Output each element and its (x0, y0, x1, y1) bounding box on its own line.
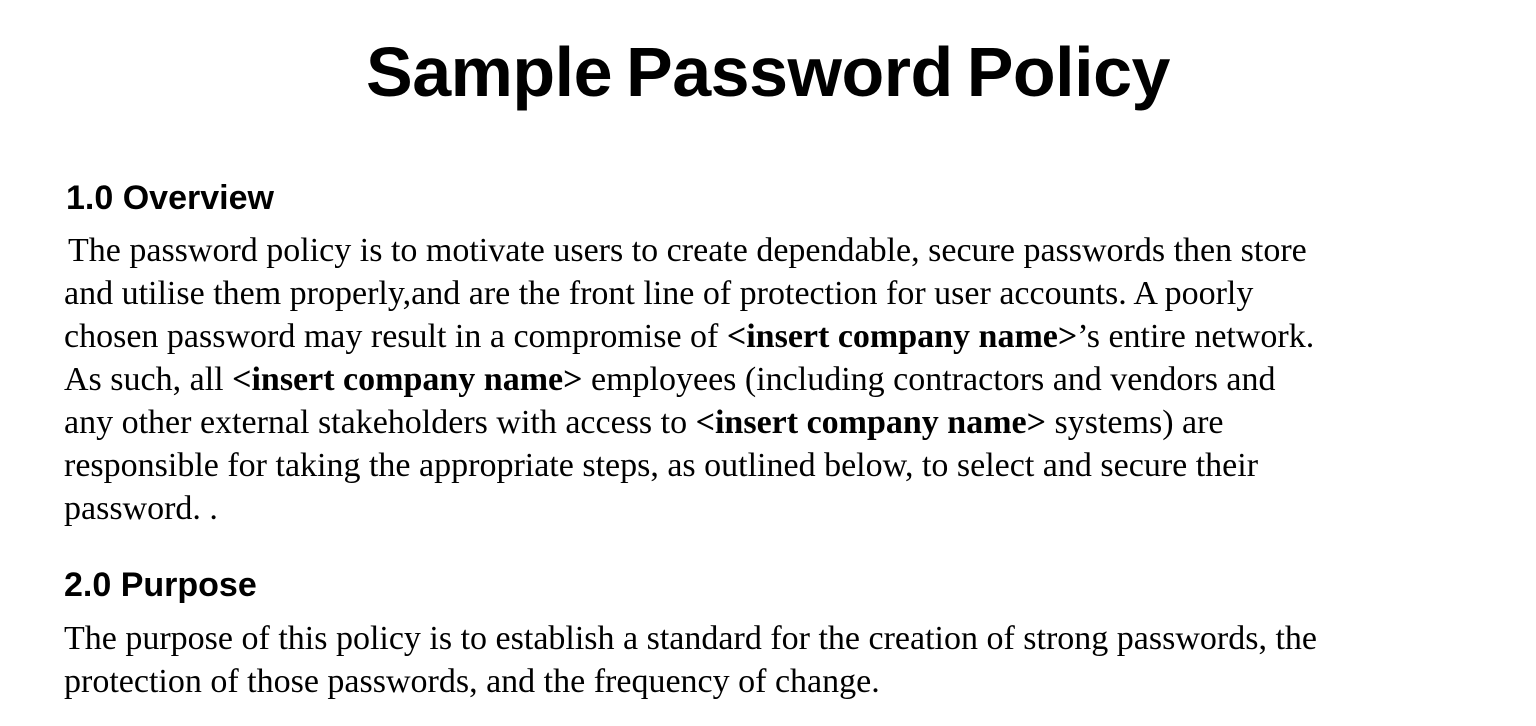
title-word-password: Password (626, 33, 953, 111)
text-run: protection of those passwords, and the frequency of change. (64, 663, 880, 700)
purpose-heading: 2.0 Purpose (64, 566, 257, 604)
overview-line (64, 487, 1484, 530)
company-name-placeholder: <insert company name> (695, 404, 1047, 441)
purpose-paragraph (64, 617, 1484, 703)
purpose-line (64, 660, 1484, 703)
purpose-line (64, 617, 1484, 660)
overview-line (64, 358, 1484, 401)
text-run: chosen password may result in a compromise of (64, 318, 727, 355)
overview-paragraph (64, 229, 1484, 530)
text-run: any other external stakeholders with access to (64, 404, 696, 441)
overview-line (64, 444, 1484, 487)
text-run: responsible for taking the appropriate steps, as outlined below, to select and secure their (64, 447, 1259, 484)
company-name-placeholder: <insert company name> (726, 318, 1078, 355)
overview-heading: 1.0 Overview (66, 179, 274, 217)
overview-line (64, 272, 1484, 315)
overview-line (64, 315, 1484, 358)
title-word-policy: Policy (966, 33, 1170, 111)
text-run: The purpose of this policy is to establish a standard for the creation of strong passwords, the (64, 620, 1318, 657)
text-run: ’s entire network. (1077, 318, 1315, 355)
text-run: As such, all (64, 361, 233, 398)
title-word-sample: Sample (366, 33, 613, 111)
document-title (0, 28, 1536, 116)
text-run: The password policy is to motivate users to create dependable, secure passwords then store (68, 232, 1307, 269)
company-name-placeholder: <insert company name> (232, 361, 583, 398)
overview-line (64, 401, 1484, 444)
text-run: password. . (64, 490, 218, 527)
text-run: and utilise them properly,and are the front line of protection for user accounts. A poorly (64, 275, 1254, 312)
text-run: employees (including contractors and vendors and (582, 361, 1276, 398)
text-run: systems) are (1046, 404, 1224, 441)
overview-line (64, 229, 1484, 272)
